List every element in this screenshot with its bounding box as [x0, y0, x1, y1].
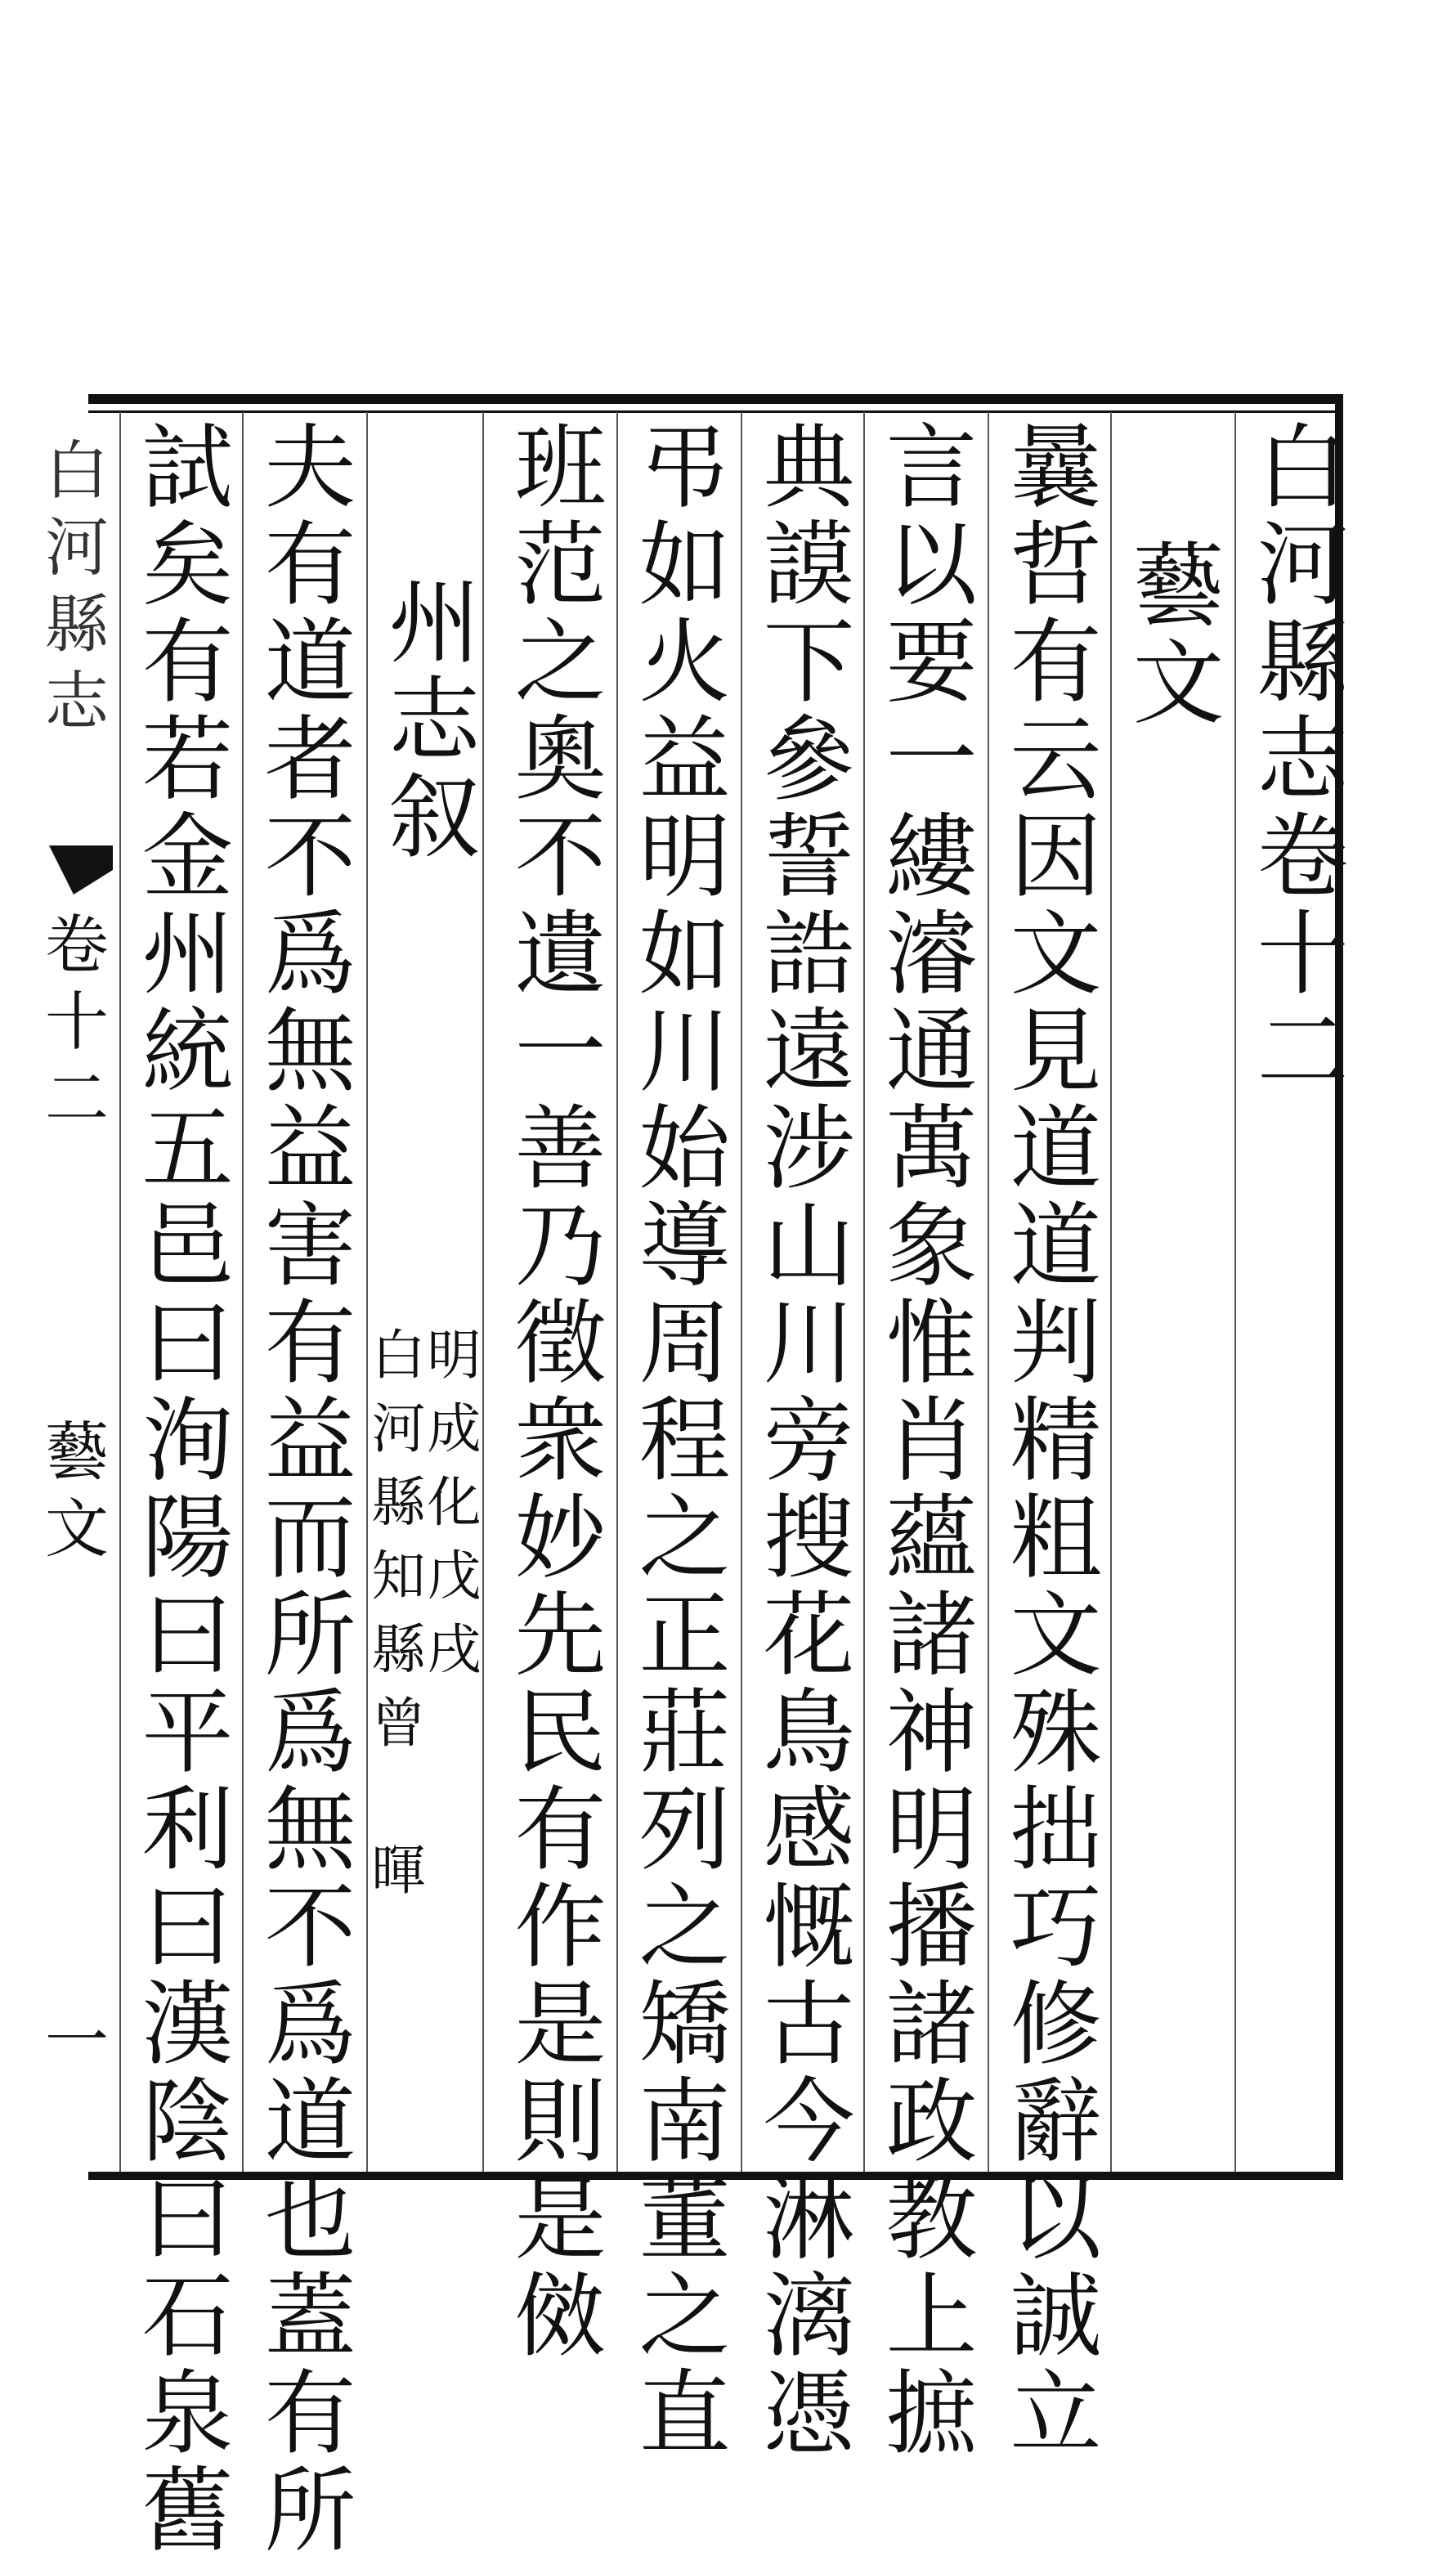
author-dynasty-date: 明成化戊戌: [418, 1326, 481, 1694]
column-divider: [1110, 412, 1112, 2172]
fore-edge-page-number: 一: [34, 2007, 108, 2083]
column-divider: [616, 412, 618, 2172]
text-column: 班范之奧不遺一善乃徵衆妙先民有作是則是傚: [500, 419, 606, 2365]
column-divider: [119, 412, 121, 2172]
text-column: 曩哲有云因文見道道判精粗文殊拙巧修辭以誠立: [995, 419, 1101, 2462]
column-divider: [482, 412, 484, 2172]
section-heading: 藝文: [1118, 537, 1224, 732]
column-divider: [242, 412, 244, 2172]
volume-title: 白河縣志卷十二: [1242, 419, 1348, 1100]
column-divider: [1234, 412, 1236, 2172]
fore-edge-volume: 卷十二: [34, 911, 108, 1141]
text-column: 夫有道者不爲無益害有益而所爲無不爲道也蓋有所: [249, 419, 356, 2559]
article-title: 州志叙: [374, 574, 480, 866]
text-column: 典謨下參誓誥遠涉山川旁搜花鳥感慨古今淋漓憑: [748, 419, 854, 2462]
author-name: 白河縣知縣曾 暉: [362, 1326, 425, 1915]
fore-edge-section: 藝文: [34, 1418, 108, 1572]
fish-tail-mark-icon: [25, 412, 113, 2172]
text-column: 試矣有若金州統五邑曰洵陽曰平利曰漢陰曰石泉舊: [127, 419, 233, 2559]
top-border-rule: [88, 394, 1343, 404]
top-border-inner-rule: [88, 410, 1343, 413]
text-column: 言以要一縷濬通萬象惟肖蘊諸神明播諸政教上摭: [871, 419, 977, 2462]
fore-edge-book-title: 白河縣志: [34, 437, 108, 744]
column-divider: [988, 412, 989, 2172]
column-divider: [741, 412, 742, 2172]
column-divider: [863, 412, 865, 2172]
page-frame: [34, 394, 1348, 2559]
text-column: 弔如火益明如川始導周程之正莊列之矯南董之直: [624, 419, 730, 2462]
fore-edge: [25, 412, 113, 2172]
